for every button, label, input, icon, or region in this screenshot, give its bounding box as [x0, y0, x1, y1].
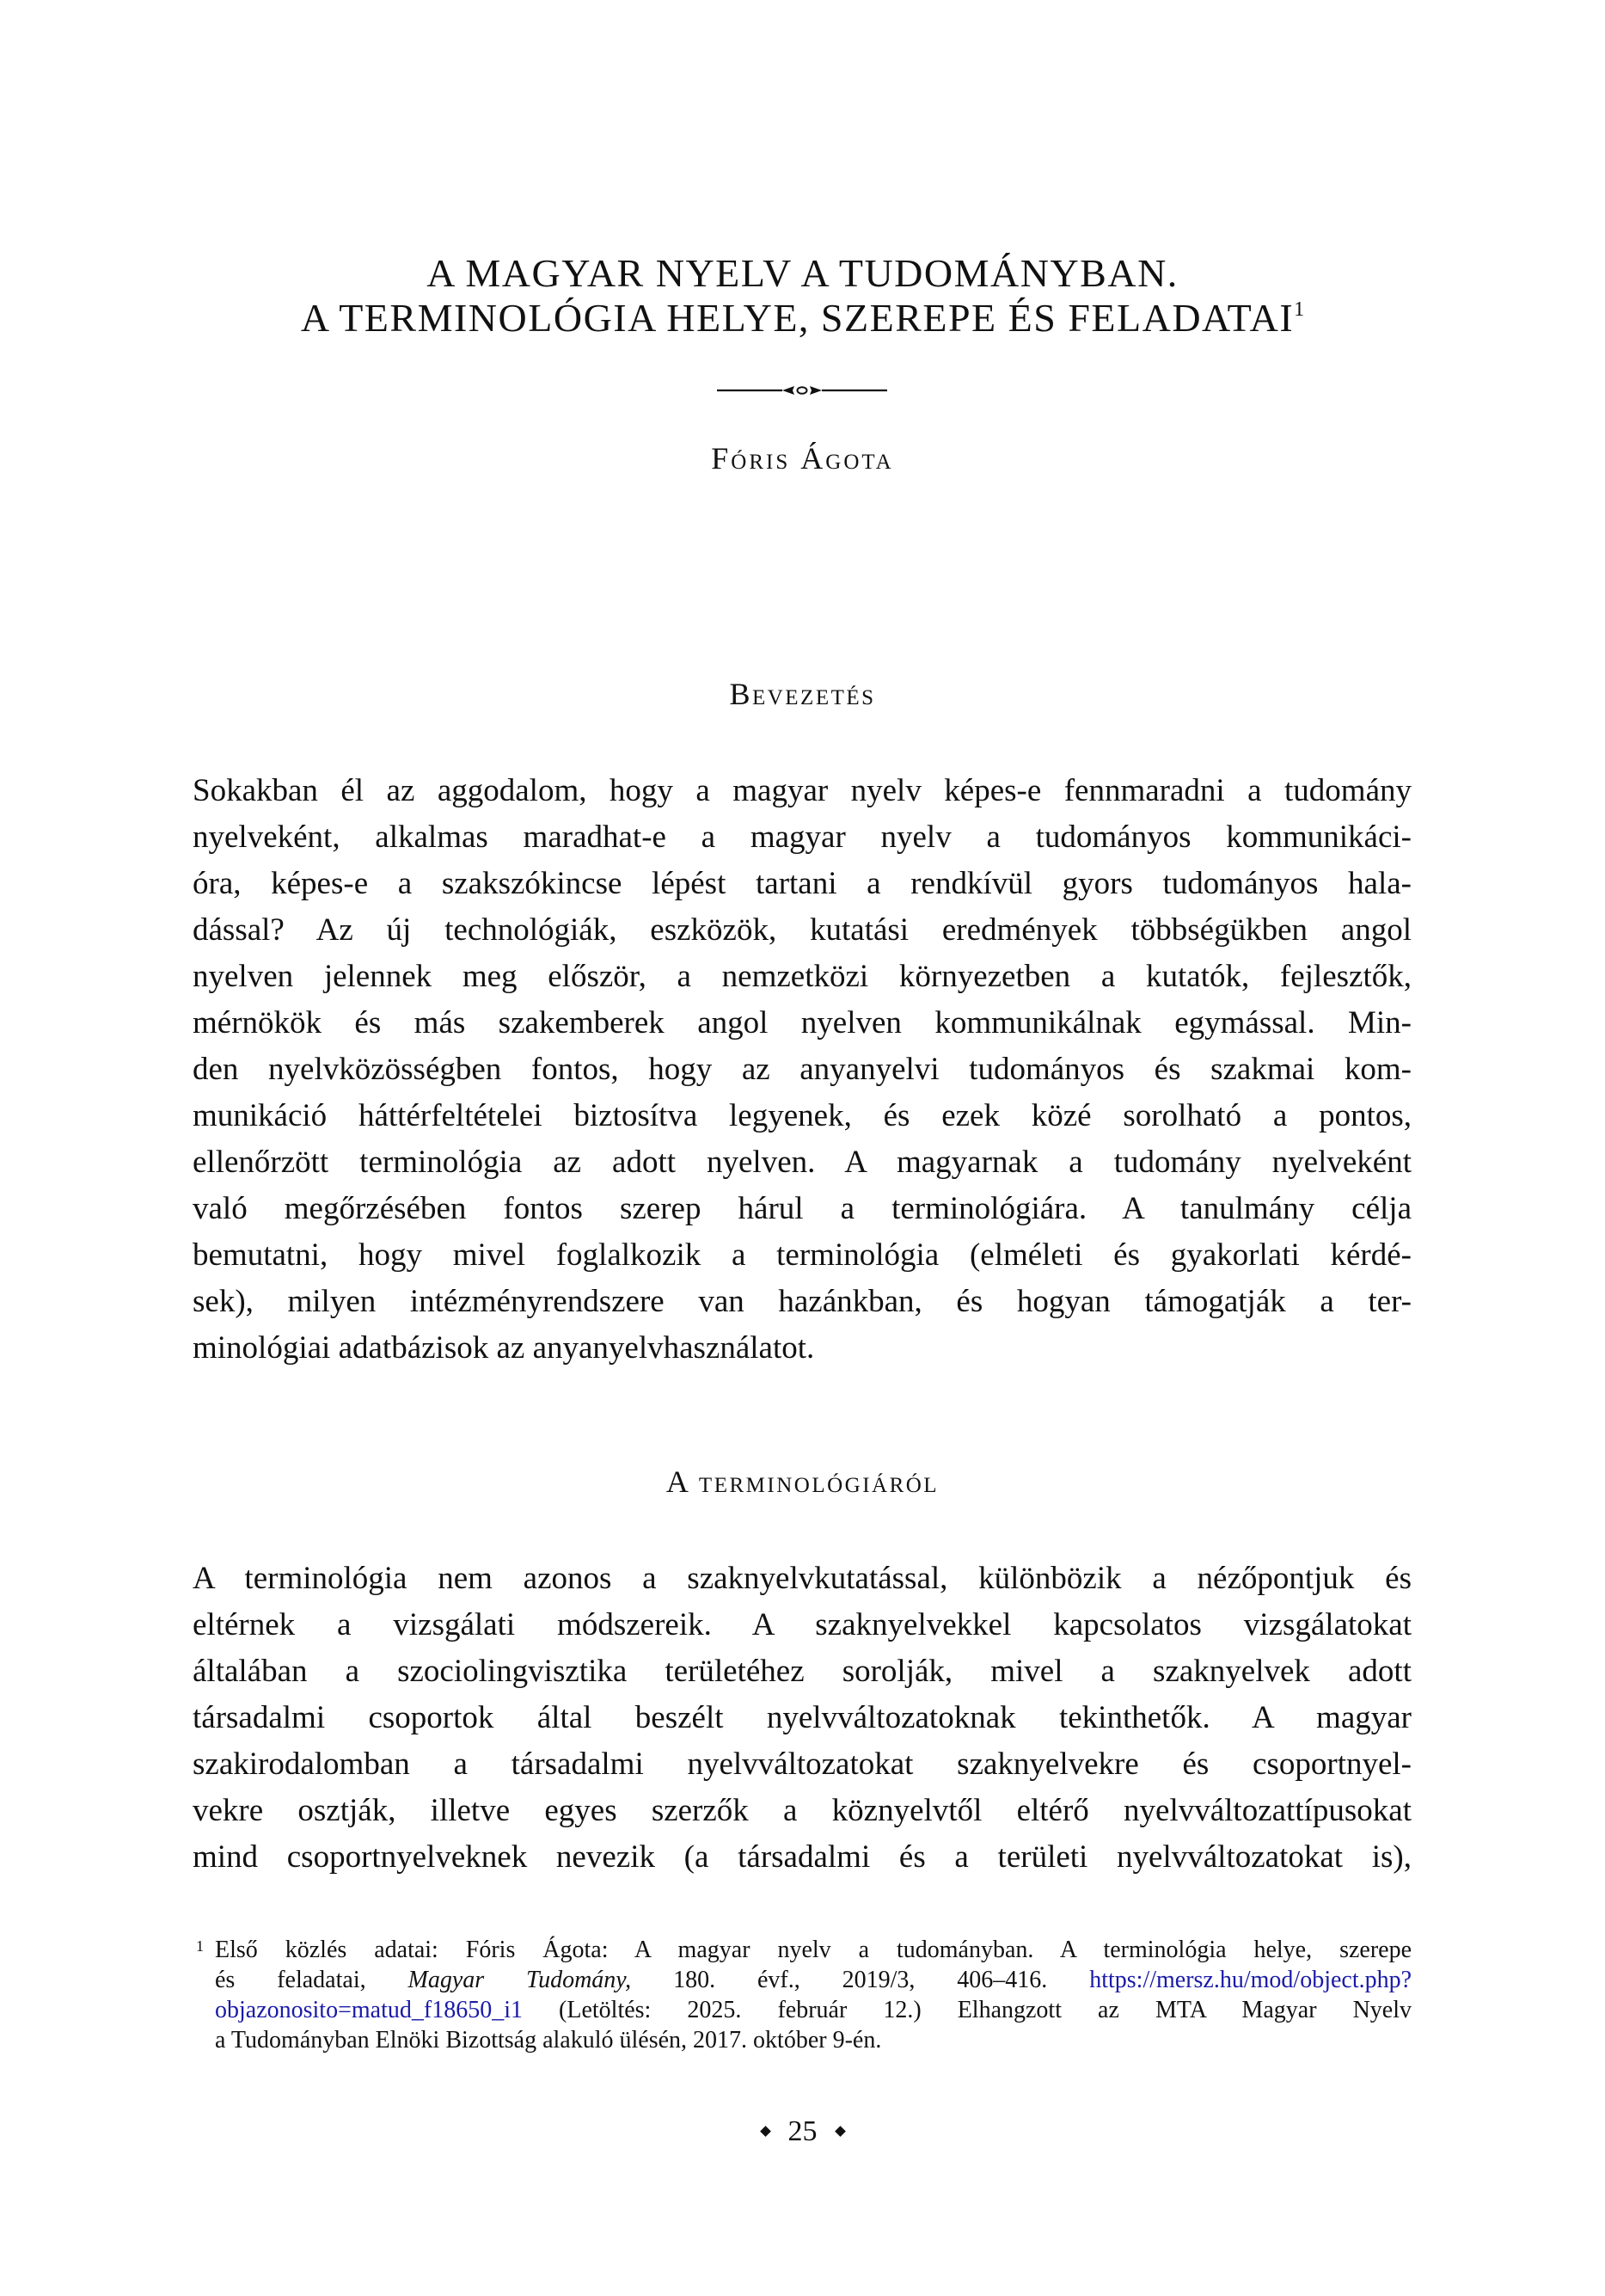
text-line: szakirodalomban a társadalmi nyelvváltozatokat szaknyelvekre és csoportnyel- [193, 1747, 1412, 1782]
footnote-line [215, 1965, 1412, 1995]
text-line: vekre osztják, illetve egyes szerzők a köznyelvtől eltérő nyelvváltozattípusokat [193, 1793, 1412, 1828]
text-line: bemutatni, hogy mivel foglalkozik a terminológia (elméleti és gyakorlati kérdé- [193, 1237, 1412, 1273]
fleuron-divider-icon [717, 384, 887, 397]
footnote-text: és feladatai, [215, 1967, 408, 1993]
footnote-text: 180. évf., 2019/3, 406–416. [631, 1967, 1090, 1993]
text-line: óra, képes-e a szakszókincse lépést tartani a rendkívül gyors tudományos hala- [193, 866, 1412, 901]
author-name: Fóris Ágota [711, 441, 894, 476]
text-line: való megőrzésében fontos szerep hárul a terminológiára. A tanulmány célja [193, 1191, 1412, 1226]
text-line: ellenőrzött terminológia az adott nyelven. A magyarnak a tudomány nyelveként [193, 1145, 1412, 1180]
text-line: minológiai adatbázisok az anyanyelvhasználatot. [193, 1330, 815, 1366]
text-line: társadalmi csoportok által beszélt nyelvváltozatoknak tekinthetők. A magyar [193, 1700, 1412, 1735]
text-line: mind csoportnyelveknek nevezik (a társadalmi és a területi nyelvváltozatokat is), [193, 1839, 1412, 1875]
text-line: mérnökök és más szakemberek angol nyelven kommunikálnak egymással. Min- [193, 1005, 1412, 1041]
article-title [0, 251, 1605, 341]
footnote [193, 1935, 1412, 2055]
text-line: Sokakban él az aggodalom, hogy a magyar nyelv képes-e fennmaradni a tudomány [193, 773, 1412, 808]
footnote-body [215, 1935, 1412, 2055]
text-line: nyelveként, alkalmas maradhat-e a magyar nyelv a tudományos kommunikáci- [193, 820, 1412, 855]
title-line-2 [0, 296, 1605, 341]
source-link[interactable]: https://mersz.hu/mod/object.php? [1089, 1967, 1412, 1993]
section-heading-terminology: A terminológiáról [665, 1464, 940, 1499]
page-number [0, 2115, 1605, 2148]
text-line: sek), milyen intézményrendszere van hazánkban, és hogyan támogatják a ter- [193, 1284, 1412, 1319]
text-line: munikáció háttérfeltételei biztosítva legyenek, és ezek közé sorolható a pontos, [193, 1098, 1412, 1133]
source-link-continued[interactable]: objazonosito=matud_f18650_i1 [215, 1997, 523, 2023]
text-line: dással? Az új technológiák, eszközök, kutatási eredmények többségükben angol [193, 912, 1412, 948]
text-line: nyelven jelennek meg először, a nemzetközi környezetben a kutatók, fejlesztők, [193, 959, 1412, 994]
page-number-value: 25 [787, 2115, 818, 2147]
bullet-diamond-icon [835, 2126, 846, 2137]
section-heading-introduction: Bevezetés [729, 677, 876, 711]
text-line: den nyelvközösségben fontos, hogy az anyanyelvi tudományos és szakmai kom- [193, 1052, 1412, 1087]
footnote-text: (Letöltés: 2025. február 12.) Elhangzott az MTA Magyar Nyelv [522, 1997, 1412, 2023]
footnote-line [215, 1995, 1412, 2025]
journal-title: Magyar Tudomány, [407, 1967, 632, 1993]
terminology-paragraph [193, 1556, 1412, 1881]
title-line-1: A MAGYAR NYELV A TUDOMÁNYBAN. [426, 251, 1179, 295]
text-line: általában a szociolingvisztika területéhez sorolják, mivel a szaknyelvek adott [193, 1654, 1412, 1689]
footnote-line: Első közlés adatai: Fóris Ágota: A magyar nyelv a tudományban. A terminológia helye, szerepe [215, 1937, 1412, 1963]
footnote-line: a Tudományban Elnöki Bizottság alakuló ülésén, 2017. október 9-én. [215, 2027, 882, 2054]
footnote-marker: 1 [196, 1937, 204, 1955]
text-line: eltérnek a vizsgálati módszereik. A szaknyelvekkel kapcsolatos vizsgálatokat [193, 1607, 1412, 1642]
bullet-diamond-icon [760, 2126, 771, 2137]
introduction-paragraph [193, 768, 1412, 1372]
title-footnote-ref[interactable]: 1 [1294, 298, 1305, 321]
title-line-2-text: A TERMINOLÓGIA HELYE, SZEREPE ÉS FELADATAI [300, 296, 1295, 340]
text-line: A terminológia nem azonos a szaknyelvkutatással, különbözik a nézőpontjuk és [193, 1561, 1412, 1596]
